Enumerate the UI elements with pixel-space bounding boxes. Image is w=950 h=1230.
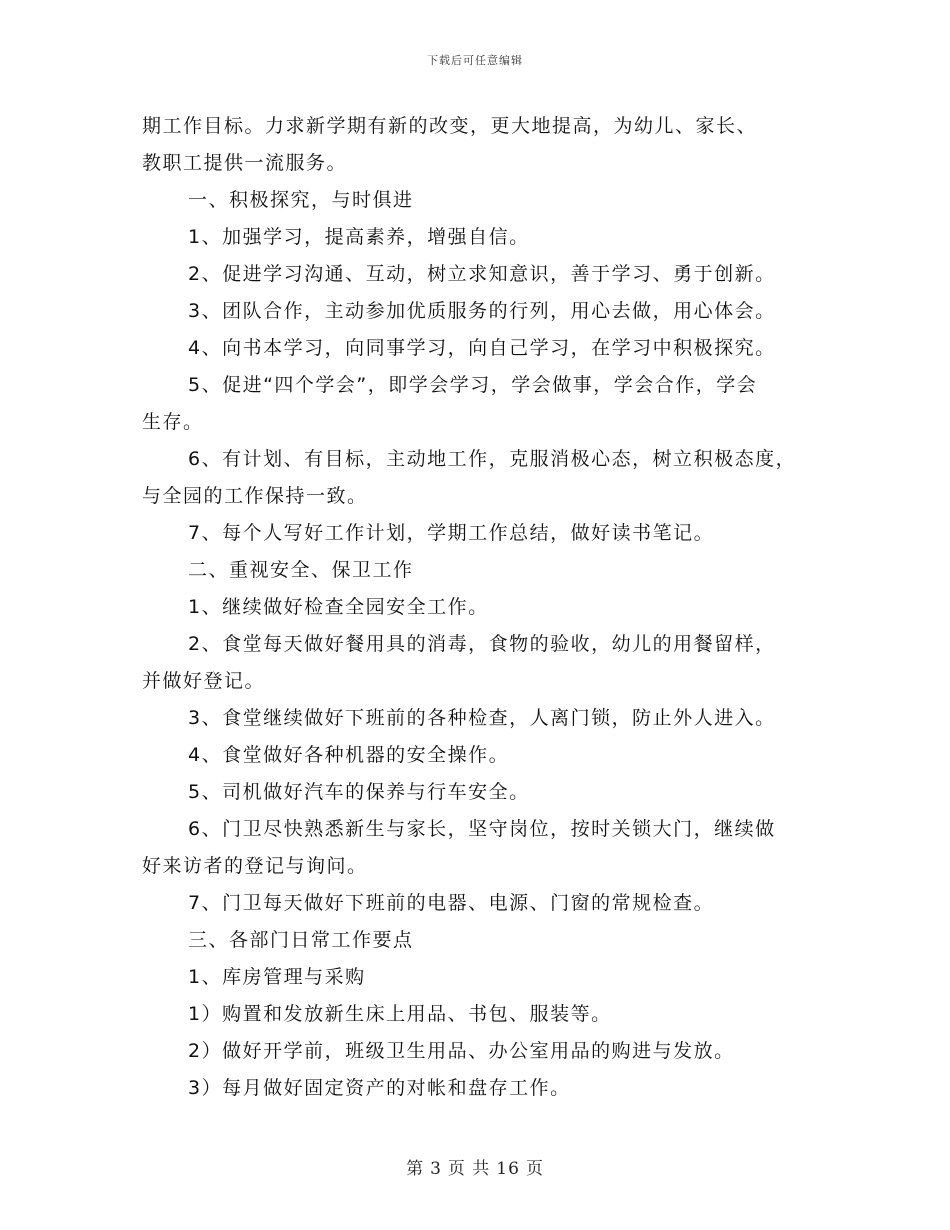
text-line: 3、团队合作，主动参加优质服务的行列，用心去做，用心体会。 — [188, 300, 776, 322]
footer-total-pages: 16 — [496, 1159, 520, 1179]
text-line: 1、加强学习，提高素养，增强自信。 — [188, 226, 530, 248]
text-line: 教职工提供一流服务。 — [142, 152, 348, 174]
text-line: 6、有计划、有目标，主动地工作，克服消极心态，树立积极态度， — [188, 448, 797, 470]
text-line: 3、食堂继续做好下班前的各种检查，人离门锁，防止外人进入。 — [188, 707, 776, 729]
header-text: 下载后可任意编辑 — [427, 54, 523, 67]
text-line: 5、促进“四个学会”，即学会学习，学会做事，学会合作，学会 — [188, 374, 758, 396]
footer-suffix: 页 — [525, 1159, 544, 1179]
text-line: 7、每个人写好工作计划，学期工作总结，做好读书笔记。 — [188, 522, 715, 544]
text-line: 2）做好开学前，班级卫生用品、办公室用品的购进与发放。 — [188, 1040, 735, 1062]
page-footer — [0, 1154, 950, 1179]
text-line: 2、食堂每天做好餐用具的消毒，食物的验收，幼儿的用餐留样， — [188, 633, 776, 655]
text-line: 并做好登记。 — [142, 670, 266, 692]
section-heading: 一、积极探究，与时俱进 — [188, 189, 414, 211]
text-line: 6、门卫尽快熟悉新生与家长，坚守岗位，按时关锁大门，继续做 — [188, 818, 776, 840]
text-line: 5、司机做好汽车的保养与行车安全。 — [188, 781, 530, 803]
text-line: 4、向书本学习，向同事学习，向自己学习，在学习中积极探究。 — [188, 337, 776, 359]
text-line: 3）每月做好固定资产的对帐和盘存工作。 — [188, 1077, 571, 1099]
text-line: 1、继续做好检查全园安全工作。 — [188, 596, 489, 618]
text-line: 2、促进学习沟通、互动，树立求知意识，善于学习、勇于创新。 — [188, 263, 776, 285]
text-line: 生存。 — [142, 411, 204, 433]
text-line: 7、门卫每天做好下班前的电器、电源、门窗的常规检查。 — [188, 892, 715, 914]
section-heading: 二、重视安全、保卫工作 — [188, 559, 414, 581]
section-heading: 三、各部门日常工作要点 — [188, 929, 414, 951]
text-line: 与全园的工作保持一致。 — [142, 485, 368, 507]
page-header — [0, 52, 950, 68]
text-line: 1）购置和发放新生床上用品、书包、服装等。 — [188, 1003, 612, 1025]
text-line: 4、食堂做好各种机器的安全操作。 — [188, 744, 510, 766]
text-line: 期工作目标。力求新学期有新的改变，更大地提高，为幼儿、家长、 — [142, 115, 758, 137]
text-line: 好来访者的登记与询问。 — [142, 855, 368, 877]
footer-prefix: 第 — [406, 1159, 425, 1179]
text-line: 1、库房管理与采购 — [188, 966, 366, 988]
document-body — [142, 108, 822, 1107]
footer-current-page: 3 — [430, 1159, 442, 1179]
footer-middle: 页 共 — [447, 1159, 491, 1179]
